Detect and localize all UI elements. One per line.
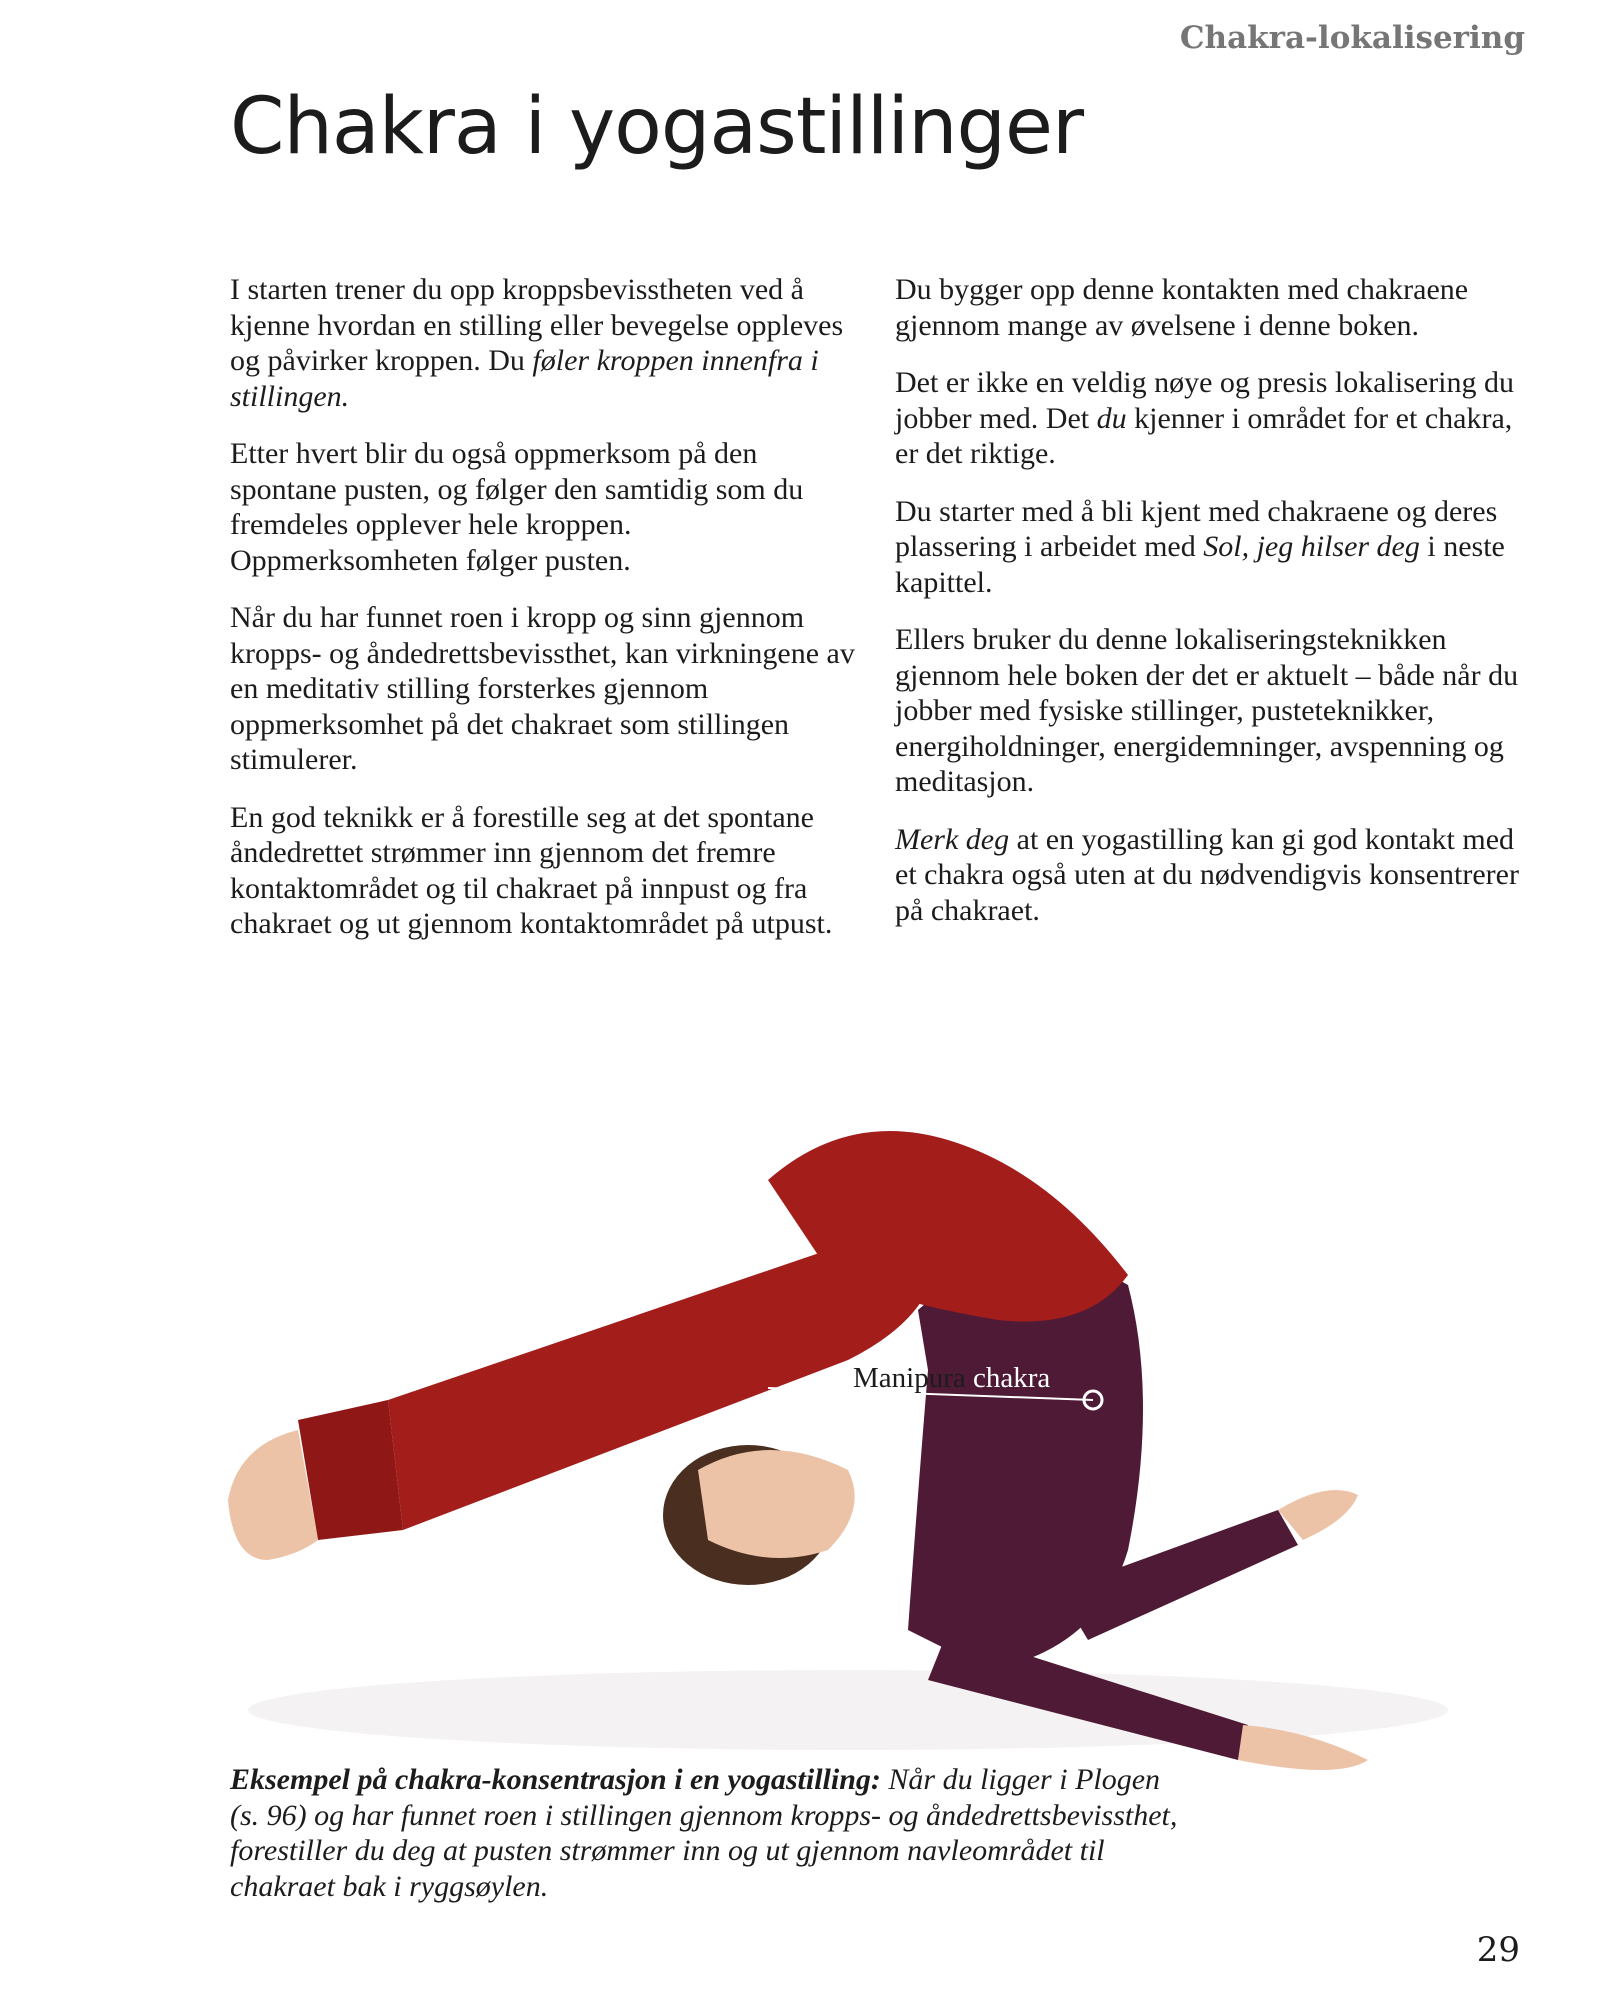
running-head: Chakra-lokalisering	[1179, 20, 1525, 56]
figure-caption	[230, 1762, 1190, 1904]
paragraph: Du bygger opp denne kontakten med chakraene gjennom mange av øvelsene i denne boken.	[895, 273, 1469, 342]
paragraph: Du starter med å bli kjent med chakraene og deres plassering i arbeidet med Sol, jeg hilser deg i neste kapittel.	[895, 494, 1505, 599]
paragraph: Merk deg at en yogastilling kan gi god kontakt med et chakra også uten at du nødvendigvis konsentrerer på chakraet.	[895, 822, 1519, 927]
chakra-label-part1: Manipura	[853, 1362, 973, 1394]
plow-pose-illustration	[228, 1070, 1540, 1790]
yoga-pose-figure	[228, 1070, 1540, 1790]
right-column	[895, 272, 1535, 950]
left-column	[230, 272, 860, 964]
caption-lead: Eksempel på chakra-konsentrasjon i en yogastilling:	[230, 1763, 881, 1796]
face-shape	[698, 1450, 855, 1558]
chakra-label	[853, 1362, 1050, 1395]
paragraph: Når du har funnet roen i kropp og sinn gjennom kropps- og åndedrettsbevissthet, kan virkningene av en meditativ stilling forsterkes gjennom oppmerksomhet på det chakraet som stillingen stimulerer.	[230, 601, 855, 776]
paragraph: I starten trener du opp kroppsbevisstheten ved å kjenne hvordan en stilling eller bevegelse oppleves og påvirker kroppen. Du føler kroppen innenfra i stillingen.	[230, 273, 844, 413]
chakra-label-part2: chakra	[973, 1362, 1051, 1394]
paragraph: En god teknikk er å forestille seg at det spontane åndedrettet strømmer inn gjennom det fremre kontaktområdet og til chakraet på innpust og fra chakraet og ut gjennom kontaktområdet på utpust.	[230, 800, 833, 940]
paragraph: Etter hvert blir du også oppmerksom på den spontane pusten, og følger den samtidig som du fremdeles opplever hele kroppen. Oppmerksomheten følger pusten.	[230, 437, 804, 577]
page-title: Chakra i yogastillinger	[230, 82, 1084, 172]
paragraph: Det er ikke en veldig nøye og presis lokalisering du jobber med. Det du kjenner i området for et chakra, er det riktige.	[895, 366, 1515, 470]
page-number: 29	[1476, 1930, 1520, 1970]
paragraph: Ellers bruker du denne lokaliseringsteknikken gjennom hele boken der det er aktuelt – både når du jobber med fysiske stillinger, pusteteknikker, energiholdninger, energidemninger, avspenning og meditasjon.	[895, 623, 1519, 798]
caption-text: Når du ligger i Plogen (s. 96) og har funnet roen i stillingen gjennom kropps- og åndedrettsbevissthet, forestiller du deg at pusten strømmer inn og ut gjennom navleområdet til chakraet bak i ryggsøylen.	[230, 1763, 1178, 1903]
